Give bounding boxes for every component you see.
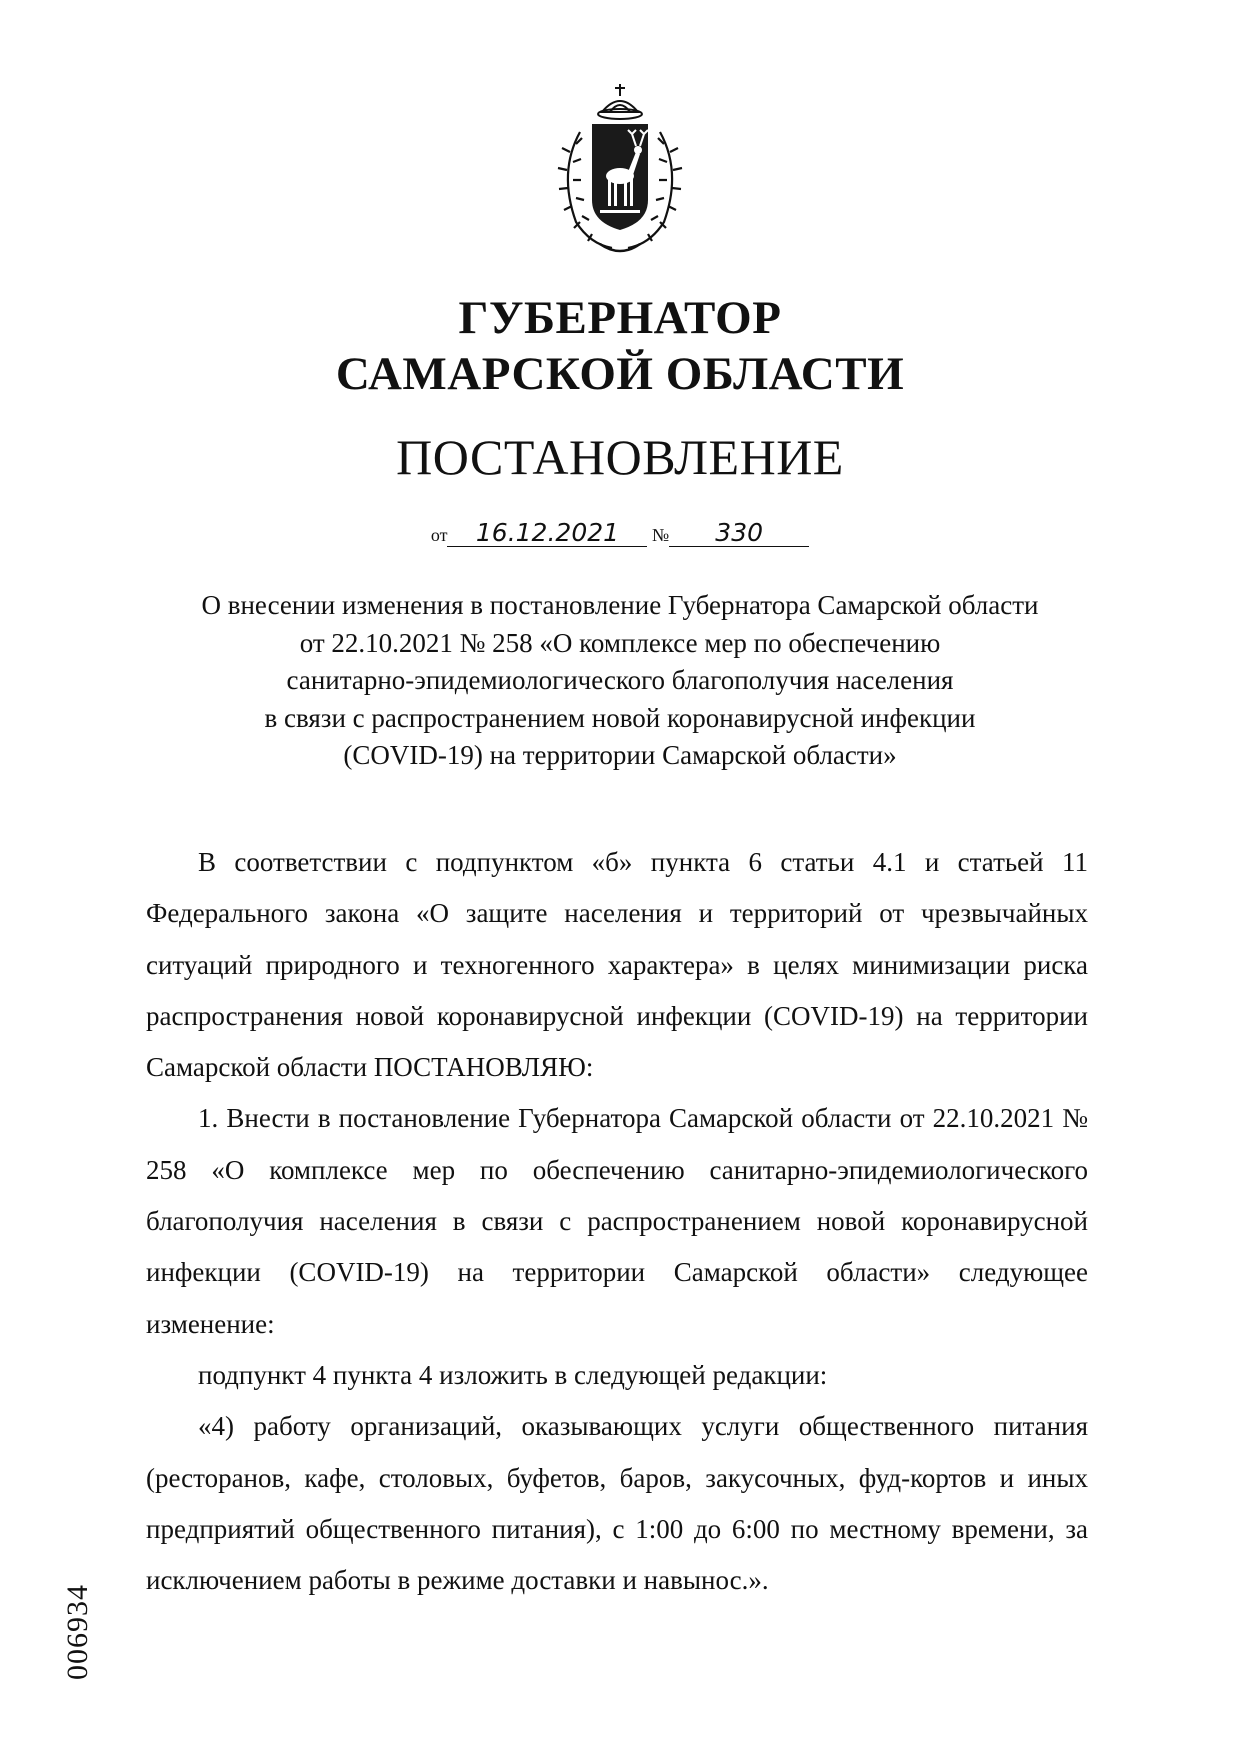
document-date: 16.12.2021 xyxy=(447,520,647,547)
issuer-title-line2: САМАРСКОЙ ОБЛАСТИ xyxy=(335,348,905,400)
subject-line: от 22.10.2021 № 258 «О комплексе мер по обеспечению xyxy=(299,627,941,658)
subject-line: в связи с распространением новой коронавирусной инфекции xyxy=(264,702,976,733)
serial-number: 006934 xyxy=(61,1584,94,1680)
subject-line: санитарно-эпидемиологического благополучия населения xyxy=(286,665,954,695)
issuer-title-line1: ГУБЕРНАТОР xyxy=(458,292,782,344)
subject-line: О внесении изменения в постановление Губернатора Самарской области xyxy=(201,590,1039,620)
date-number-line xyxy=(0,520,1240,550)
subject-line: (COVID-19) на территории Самарской области» xyxy=(343,740,897,770)
number-sign: № xyxy=(651,525,670,545)
date-prefix: от xyxy=(430,525,448,545)
document-type: ПОСТАНОВЛЕНИЕ xyxy=(396,429,844,485)
body-paragraph-preamble: В соответствии с подпунктом «б» пункта 6 статьи 4.1 и статьей 11 Федерального закона «О защите населения и территорий от чрезвычайных ситуаций природного и техногенного характера» в целях минимизации риска распространения новой коронавирусной инфекции (COVID-19) на территории Самарской области ПОСТАНОВЛЯЮ: xyxy=(146,847,1088,1083)
document-subject xyxy=(130,587,1110,775)
body-paragraph-item-1: 1. Внести в постановление Губернатора Самарской области от 22.10.2021 № 258 «О комплексе мер по обеспечению санитарно-эпидемиологического благополучия населения в связи с распространением новой коронавирусной инфекции (COVID-19) на территории Самарской области» следующее изменение: xyxy=(146,1103,1088,1339)
body-paragraph-amendment-intro: подпункт 4 пункта 4 изложить в следующей редакции: xyxy=(198,1359,828,1390)
document-body xyxy=(146,837,1088,1606)
samara-coat-of-arms-icon xyxy=(540,72,700,262)
document-number: 330 xyxy=(669,520,809,547)
body-paragraph-amendment-text: «4) работу организаций, оказывающих услуги общественного питания (ресторанов, кафе, столовых, буфетов, баров, закусочных, фуд-кортов и иных предприятий общественного питания), с 1:00 до 6:00 по местному времени, за исключением работы в режиме доставки и навынос.». xyxy=(146,1411,1088,1596)
